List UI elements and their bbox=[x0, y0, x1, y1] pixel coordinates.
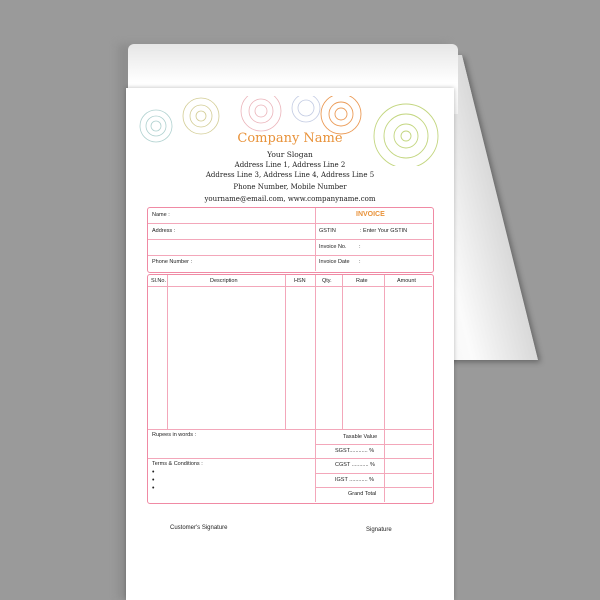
totals-line bbox=[316, 473, 432, 474]
terms-bullet: • bbox=[152, 469, 155, 476]
address-line-1: Address Line 1, Address Line 2 bbox=[234, 161, 346, 169]
info-row-line bbox=[148, 239, 432, 240]
grand-total-label: Grand Total bbox=[348, 491, 377, 497]
company-header bbox=[126, 130, 454, 204]
gstin-label: GSTIN bbox=[319, 228, 336, 234]
col-divider bbox=[167, 275, 168, 429]
col-divider bbox=[315, 275, 316, 502]
col-header-description: Description bbox=[210, 278, 238, 284]
igst-label: IGST ............ % bbox=[335, 477, 375, 483]
col-header-qty: Qty. bbox=[322, 278, 332, 284]
address-label: Address : bbox=[152, 228, 176, 234]
totals-line bbox=[316, 487, 432, 488]
gstin-value: : Enter Your GSTIN bbox=[360, 228, 408, 234]
email-web-line: yourname@email.com, www.companyname.com bbox=[204, 195, 376, 203]
rupees-in-words-label: Rupees in words : bbox=[152, 432, 197, 438]
customer-signature-label: Customer's Signature bbox=[170, 525, 228, 531]
col-divider bbox=[342, 275, 343, 429]
col-header-rate: Rate bbox=[356, 278, 368, 284]
items-table bbox=[147, 274, 434, 504]
col-divider bbox=[285, 275, 286, 429]
invoice-title: INVOICE bbox=[356, 211, 385, 218]
company-name: Company Name bbox=[237, 131, 343, 146]
terms-bullet: • bbox=[152, 485, 155, 492]
company-slogan: Your Slogan bbox=[267, 150, 313, 159]
invoice-number-label: Invoice No. bbox=[319, 244, 347, 250]
cgst-label: CGST ........... % bbox=[335, 462, 375, 468]
name-label: Name : bbox=[152, 212, 170, 218]
terms-label: Terms & Conditions : bbox=[152, 461, 203, 467]
invoice-date-sep: : bbox=[359, 259, 361, 265]
terms-divider bbox=[148, 458, 432, 459]
col-header-amount: Amount bbox=[397, 278, 416, 284]
sgst-label: SGST............ % bbox=[335, 448, 375, 454]
invoice-date-label: Invoice Date bbox=[319, 259, 350, 265]
info-row-line bbox=[148, 223, 432, 224]
items-end-line bbox=[148, 429, 432, 430]
col-header-slno: Sl.No. bbox=[151, 278, 166, 284]
totals-line bbox=[316, 444, 432, 445]
col-header-hsn: HSN bbox=[294, 278, 306, 284]
terms-bullet: • bbox=[152, 477, 155, 484]
invoice-number-sep: : bbox=[359, 244, 361, 250]
table-header-line bbox=[148, 286, 432, 287]
company-signature-label: Signature bbox=[366, 527, 392, 533]
taxable-value-label: Taxable Value bbox=[343, 434, 378, 440]
col-divider bbox=[384, 275, 385, 502]
phone-line: Phone Number, Mobile Number bbox=[233, 183, 347, 191]
address-line-2: Address Line 3, Address Line 4, Address Line 5 bbox=[205, 171, 375, 179]
info-row-line bbox=[148, 255, 432, 256]
phone-label: Phone Number : bbox=[152, 259, 193, 265]
